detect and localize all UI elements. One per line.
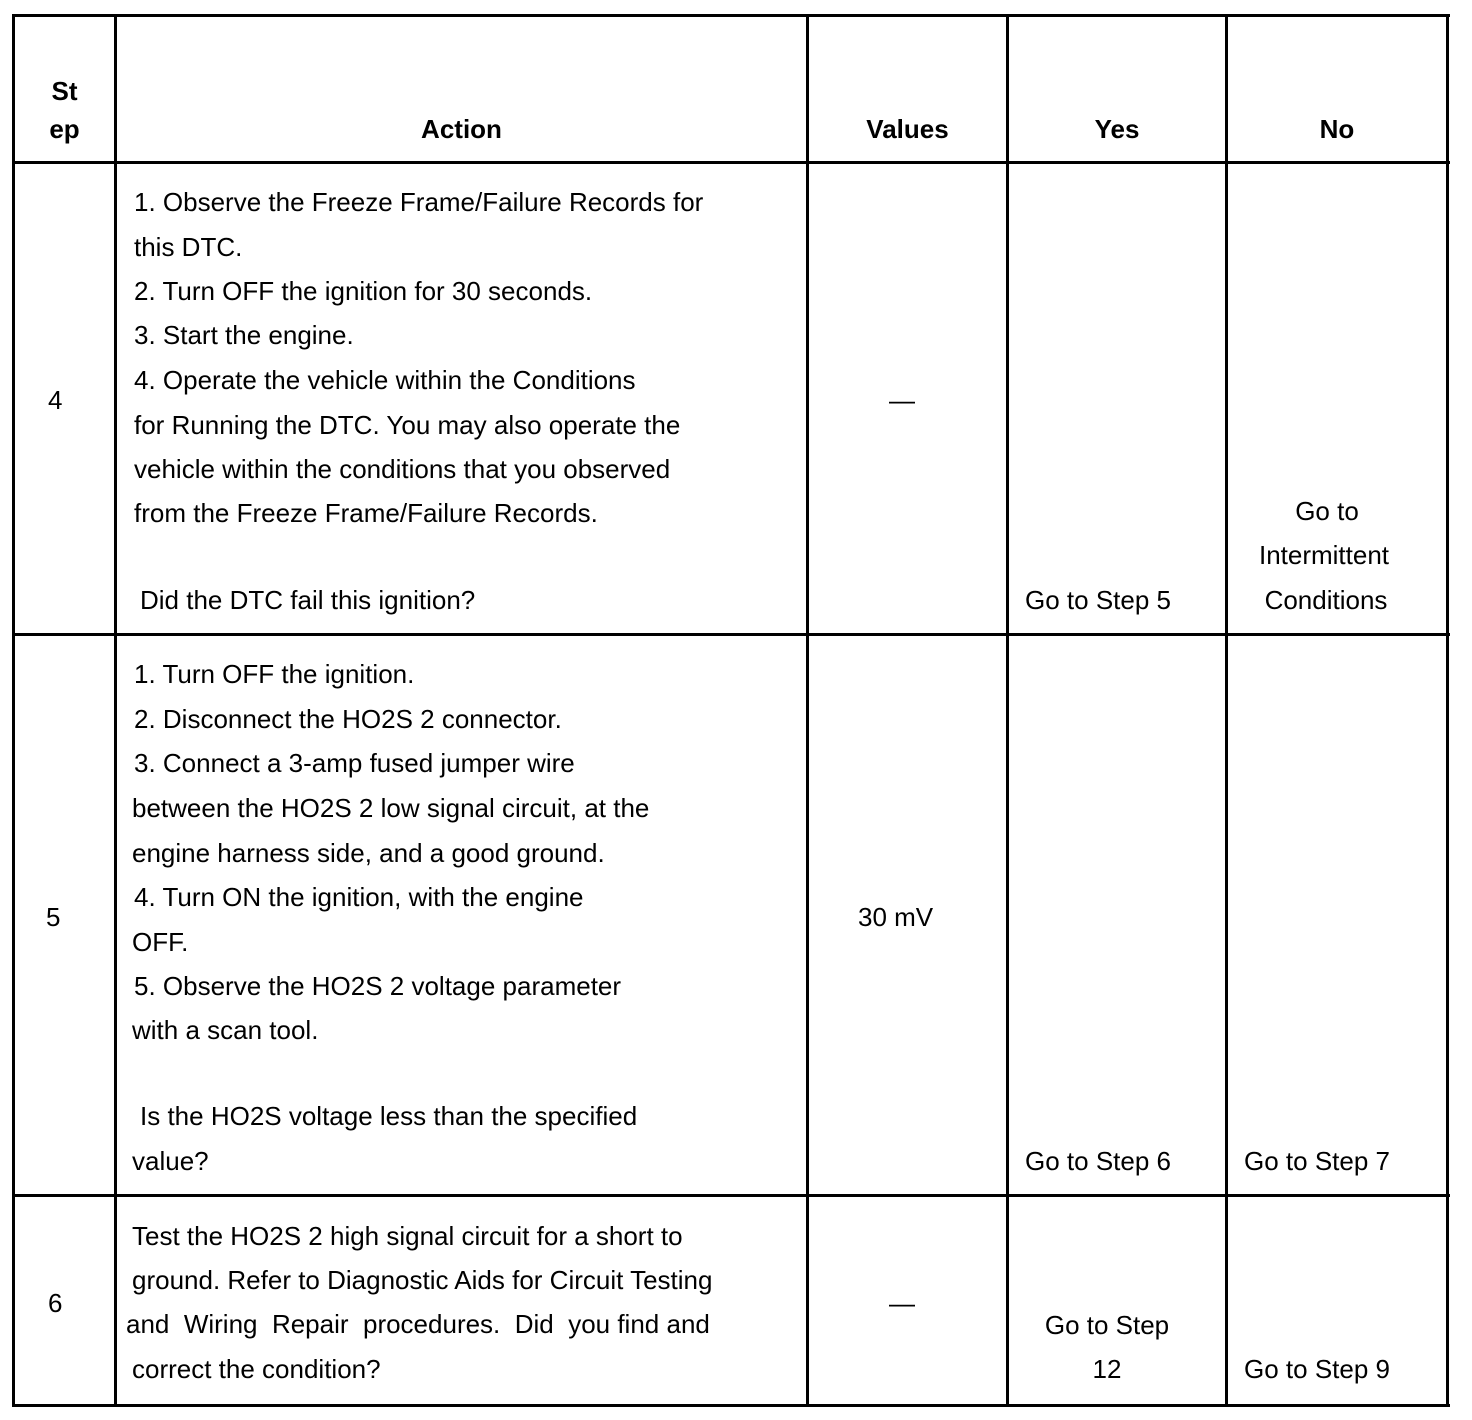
action-line: ground. Refer to Diagnostic Aids for Circuit Testing xyxy=(132,1265,713,1295)
action-line: 1. Turn OFF the ignition. xyxy=(134,659,415,689)
yes-cell-line: Go to Step xyxy=(1044,1310,1170,1340)
action-question-line: value? xyxy=(132,1146,209,1176)
action-line: from the Freeze Frame/Failure Records. xyxy=(134,498,598,528)
header-action: Action xyxy=(421,114,502,144)
header-divider xyxy=(12,161,1450,164)
yes-cell: Go to Step 5 xyxy=(1025,585,1171,615)
action-line: 4. Operate the vehicle within the Conditions xyxy=(134,365,636,395)
table-border-bottom xyxy=(12,1404,1450,1407)
action-line: this DTC. xyxy=(134,232,243,262)
action-line: 4. Turn ON the ignition, with the engine xyxy=(134,882,584,912)
action-line: and Wiring Repair procedures. Did you find and xyxy=(126,1309,710,1339)
action-line: for Running the DTC. You may also operate the xyxy=(134,410,681,440)
no-cell-line: Go to xyxy=(1295,496,1359,526)
action-line: 3. Start the engine. xyxy=(134,320,354,350)
action-line: engine harness side, and a good ground. xyxy=(132,838,605,868)
column-divider-yes xyxy=(1225,14,1228,1407)
header-step-line2: ep xyxy=(49,114,80,144)
yes-cell-line: 12 xyxy=(1092,1354,1122,1384)
action-line: 1. Observe the Freeze Frame/Failure Records for xyxy=(134,187,704,217)
table-border-top xyxy=(12,14,1450,17)
action-line: between the HO2S 2 low signal circuit, at the xyxy=(132,793,650,823)
yes-cell: Go to Step 6 xyxy=(1025,1146,1171,1176)
column-divider-step xyxy=(114,14,117,1407)
table-border-left xyxy=(12,14,15,1407)
no-cell-line: Intermittent xyxy=(1258,540,1390,570)
row-divider-4 xyxy=(12,633,1450,636)
header-no: No xyxy=(1319,114,1355,144)
action-line: correct the condition? xyxy=(132,1354,381,1384)
no-cell: Go to Step 9 xyxy=(1244,1354,1390,1384)
action-line: with a scan tool. xyxy=(132,1015,319,1045)
action-question: Did the DTC fail this ignition? xyxy=(140,585,476,615)
column-divider-values xyxy=(1006,14,1009,1407)
column-divider-action xyxy=(806,14,809,1407)
no-cell: Go to Step 7 xyxy=(1244,1146,1390,1176)
value-cell: — xyxy=(889,385,915,415)
header-step-line1: St xyxy=(51,76,78,106)
action-line: Test the HO2S 2 high signal circuit for a short to xyxy=(132,1221,683,1251)
step-number: 5 xyxy=(46,902,61,932)
table-border-right xyxy=(1446,14,1449,1407)
action-line: 3. Connect a 3-amp fused jumper wire xyxy=(134,748,575,778)
row-divider-5 xyxy=(12,1194,1450,1197)
value-cell: 30 mV xyxy=(858,902,934,932)
step-number: 6 xyxy=(48,1288,63,1318)
action-question-line: Is the HO2S voltage less than the specified xyxy=(140,1101,638,1131)
action-line: vehicle within the conditions that you observed xyxy=(134,454,671,484)
header-yes: Yes xyxy=(1094,114,1140,144)
action-line: OFF. xyxy=(132,927,189,957)
action-line: 2. Disconnect the HO2S 2 connector. xyxy=(134,704,562,734)
value-cell: — xyxy=(889,1288,915,1318)
action-line: 2. Turn OFF the ignition for 30 seconds. xyxy=(134,276,593,306)
action-line: 5. Observe the HO2S 2 voltage parameter xyxy=(134,971,622,1001)
step-number: 4 xyxy=(48,385,63,415)
header-values: Values xyxy=(866,114,949,144)
no-cell-line: Conditions xyxy=(1264,585,1388,615)
